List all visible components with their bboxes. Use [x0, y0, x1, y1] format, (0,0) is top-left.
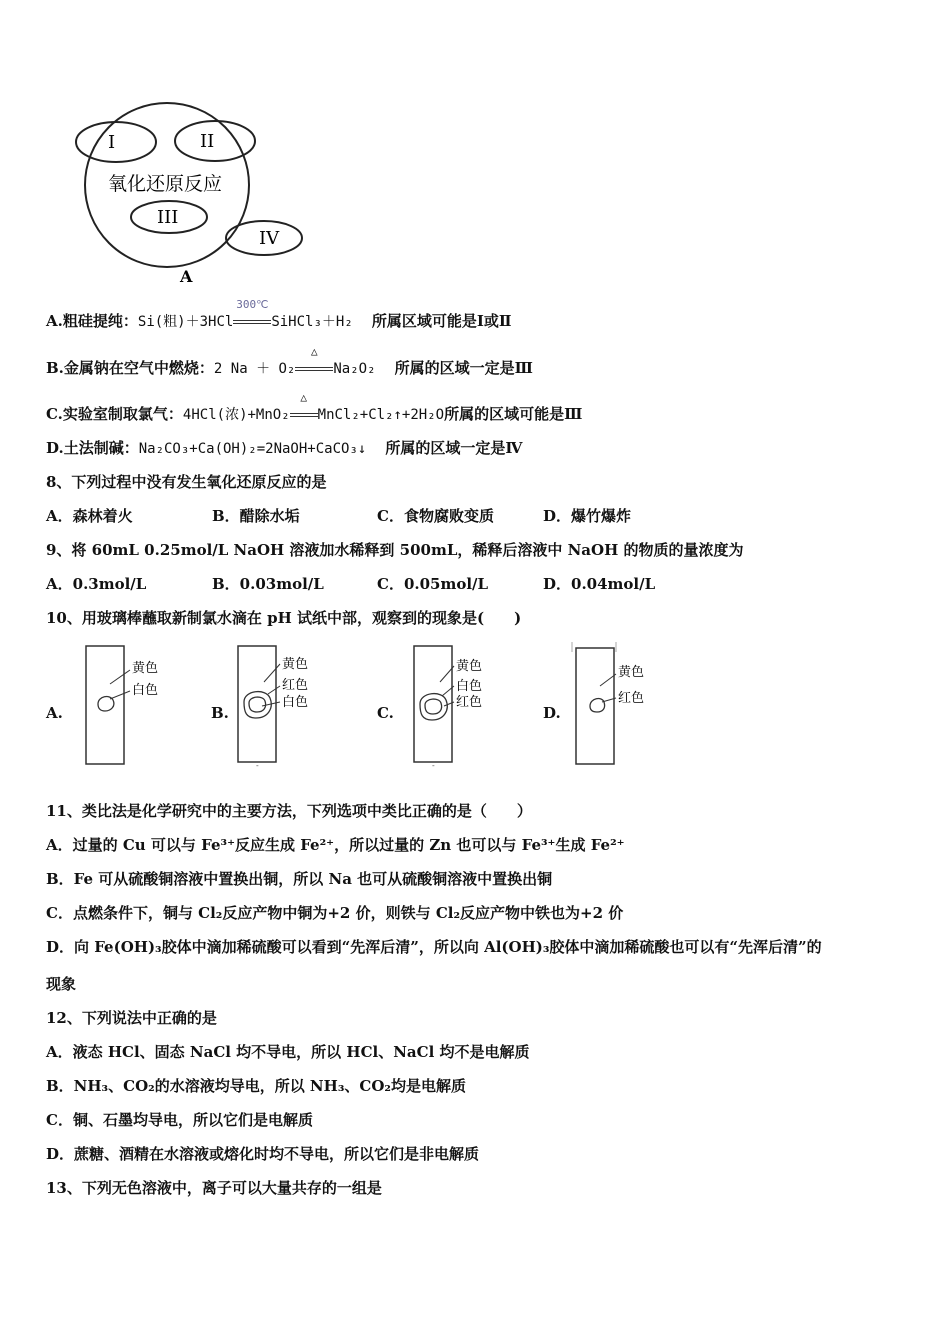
- q8-option-a: A．森林着火: [46, 507, 133, 525]
- q13-stem: 13、下列无色溶液中，离子可以大量共存的一组是: [46, 1179, 382, 1197]
- region-2-label: II: [200, 131, 215, 152]
- q12-stem: 12、下列说法中正确的是: [46, 1009, 217, 1027]
- q12-option-c: C．铜、石墨均导电，所以它们是电解质: [46, 1111, 313, 1129]
- q11-option-c: C．点燃条件下，铜与 Cl₂反应产物中铜为+2 价，则铁与 Cl₂反应产物中铁也为+2 价: [46, 904, 624, 922]
- q10-strip-c-label-2: 白色: [456, 679, 483, 694]
- q10-strip-c: [408, 644, 518, 768]
- q9-option-c: C．0.05mol/L: [377, 575, 489, 593]
- q10-strip-c-label-3: 红色: [456, 695, 483, 710]
- q9-stem: 9、将 60mL 0.25mol/L NaOH 溶液加水稀释到 500mL，稀释后溶液中 NaOH 的物质的量浓度为: [46, 541, 744, 559]
- q7-option-a: A.粗硅提纯：Si(粗)＋3HCl 300℃ SiHCl₃＋H₂ 所属区域可能是Ⅰ或Ⅱ: [46, 298, 512, 330]
- q8-option-b: B．醋除水垢: [212, 507, 300, 525]
- q10-strip-c-label-1: 黄色: [456, 659, 483, 674]
- q10-strip-b-label-2: 红色: [282, 678, 309, 693]
- region-4-label: IV: [259, 228, 280, 249]
- q10-strip-a-letter: A.: [46, 704, 63, 722]
- q9-option-d: D．0.04mol/L: [543, 575, 656, 593]
- region-1-ellipse: [76, 122, 156, 162]
- q10-strip-d: [570, 640, 660, 768]
- region-3-label: III: [157, 207, 179, 228]
- q7-option-c: C.实验室制取氯气：4HCl(浓)+MnO₂ △ MnCl₂+Cl₂↑+2H₂O所属的区域可能是Ⅲ: [46, 391, 583, 423]
- q12-option-d: D．蔗糖、酒精在水溶液或熔化时均不导电，所以它们是非电解质: [46, 1145, 480, 1163]
- q8-stem: 8、下列过程中没有发生氧化还原反应的是: [46, 473, 327, 491]
- q11-option-d-line2: 现象: [46, 975, 77, 993]
- q10-strip-d-letter: D.: [543, 704, 561, 722]
- q10-strip-b-letter: B.: [211, 704, 229, 722]
- q9-option-b: B．0.03mol/L: [212, 575, 324, 593]
- q12-option-b: B．NH₃、CO₂的水溶液均导电，所以 NH₃、CO₂均是电解质: [46, 1077, 466, 1095]
- q10-strip-b-label-1: 黄色: [282, 657, 309, 672]
- q11-option-a: A．过量的 Cu 可以与 Fe³⁺反应生成 Fe²⁺，所以过量的 Zn 也可以与 Fe³⁺生成 Fe²⁺: [46, 836, 625, 854]
- q10-strip-c-letter: C.: [377, 704, 394, 722]
- q10-strip-d-label-1: 黄色: [618, 665, 645, 680]
- svg-text:-: -: [432, 761, 435, 768]
- q11-option-d-line1: D．向 Fe(OH)₃胶体中滴加稀硫酸可以看到“先浑后清”，所以向 Al(OH)₃胶体中滴加稀硫酸也可以有“先浑后清”的: [46, 938, 822, 956]
- svg-text:-: -: [256, 761, 259, 768]
- q10-strip-b-label-3: 白色: [282, 695, 309, 710]
- q10-strip-b: [232, 644, 342, 768]
- venn-diagram: [60, 100, 320, 290]
- q8-option-c: C．食物腐败变质: [377, 507, 494, 525]
- q7-option-b: B.金属钠在空气中燃烧：2 Na ＋ O₂ △ Na₂O₂ 所属的区域一定是Ⅲ: [46, 345, 533, 377]
- venn-caption: A: [180, 267, 193, 286]
- q10-strip-a-label-1: 黄色: [132, 661, 159, 676]
- q9-option-a: A．0.3mol/L: [46, 575, 147, 593]
- q12-option-a: A．液态 HCl、固态 NaCl 均不导电，所以 HCl、NaCl 均不是电解质: [46, 1043, 530, 1061]
- q10-strip-d-label-2: 红色: [618, 691, 645, 706]
- q10-strip-a-label-2: 白色: [132, 683, 159, 698]
- q11-stem: 11、类比法是化学研究中的主要方法，下列选项中类比正确的是（ ）: [46, 802, 532, 820]
- q10-strip-a: [80, 644, 180, 766]
- q10-stem: 10、用玻璃棒蘸取新制氯水滴在 pH 试纸中部，观察到的现象是( ): [46, 609, 522, 627]
- region-1-label: I: [108, 132, 116, 153]
- circle-label: 氧化还原反应: [108, 173, 223, 195]
- q7-option-d: D.土法制碱：Na₂CO₃+Ca(OH)₂=2NaOH+CaCO₃↓ 所属的区域一定是Ⅳ: [46, 439, 523, 457]
- q8-option-d: D．爆竹爆炸: [543, 507, 632, 525]
- q11-option-b: B．Fe 可从硫酸铜溶液中置换出铜，所以 Na 也可从硫酸铜溶液中置换出铜: [46, 870, 553, 888]
- region-2-ellipse: [175, 121, 255, 161]
